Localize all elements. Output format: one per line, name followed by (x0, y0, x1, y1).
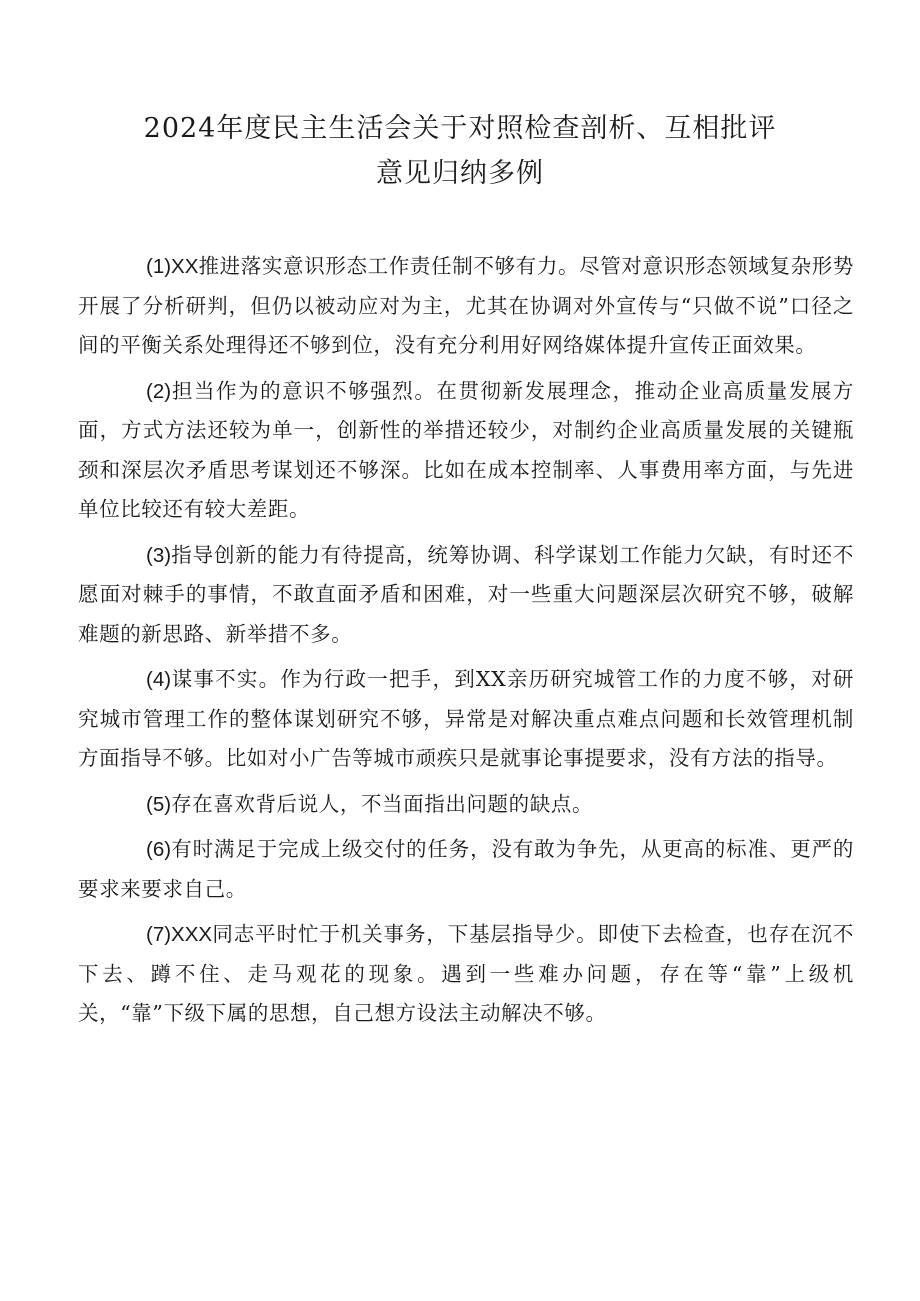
document-title (60, 106, 860, 196)
paragraph-number: (1)XX (146, 255, 199, 278)
title-line-2: 意见归纳多例 (376, 158, 544, 189)
paragraph-text: 有时满足于完成上级交付的任务，没有敢为争先，从更高的标准、更严的要求来要求自己。 (78, 837, 854, 901)
paragraph-2 (78, 372, 854, 530)
paragraph-text: 同志平时忙于机关事务，下基层指导少。即使下去检查，也存在沉不下去、蹲不住、走马观花的现象。遇到一些难办问题，存在等“靠”上级机关，“靠”下级下属的思想，自己想方设法主动解决不够。 (78, 922, 854, 1025)
paragraph-number: (6) (146, 838, 172, 861)
paragraph-number: (7)XXX (146, 923, 213, 946)
paragraph-text: 指导创新的能力有待提高，统筹协调、科学谋划工作能力欠缺，有时还不愿面对棘手的事情，不敢直面矛盾和困难，对一些重大问题深层次研究不够，破解难题的新思路、新举措不多。 (78, 542, 854, 646)
paragraph-7 (78, 915, 854, 1034)
paragraph-number: (4) (146, 668, 172, 691)
paragraph-number: (3) (146, 543, 172, 567)
paragraph-text: 担当作为的意识不够强烈。在贯彻新发展理念，推动企业高质量发展方面，方式方法还较为单一，创新性的举措还较少，对制约企业高质量发展的关键瓶颈和深层次矛盾思考谋划还不够深。比如在成本控制率、人事费用率方面，与先进单位比较还有较大差距。 (78, 378, 854, 521)
paragraph-number: (2) (146, 379, 172, 403)
paragraph-1 (78, 247, 854, 366)
paragraph-number: (5) (146, 792, 172, 816)
paragraph-6 (78, 830, 854, 909)
paragraph-5 (78, 785, 854, 825)
document-body (78, 247, 854, 1034)
paragraph-text: 谋事不实。作为行政一把手，到XX亲历研究城管工作的力度不够，对研究城市管理工作的整体谋划研究不够，异常是对解决重点难点问题和长效管理机制方面指导不够。比如对小广告等城市顽疾只是就事论事提要求，没有方法的指导。 (78, 667, 854, 770)
paragraph-text: 推进落实意识形态工作责任制不够有力。尽管对意识形态领域复杂形势开展了分析研判，但仍以被动应对为主，尤其在协调对外宣传与“只做不说”口径之间的平衡关系处理得还不够到位，没有充分利用好网络媒体提升宣传正面效果。 (78, 254, 854, 357)
paragraph-4 (78, 660, 854, 779)
title-line-1: 2024年度民主生活会关于对照检查剖析、互相批评 (143, 113, 777, 144)
paragraph-3 (78, 536, 854, 655)
paragraph-text: 存在喜欢背后说人，不当面指出问题的缺点。 (171, 791, 594, 816)
